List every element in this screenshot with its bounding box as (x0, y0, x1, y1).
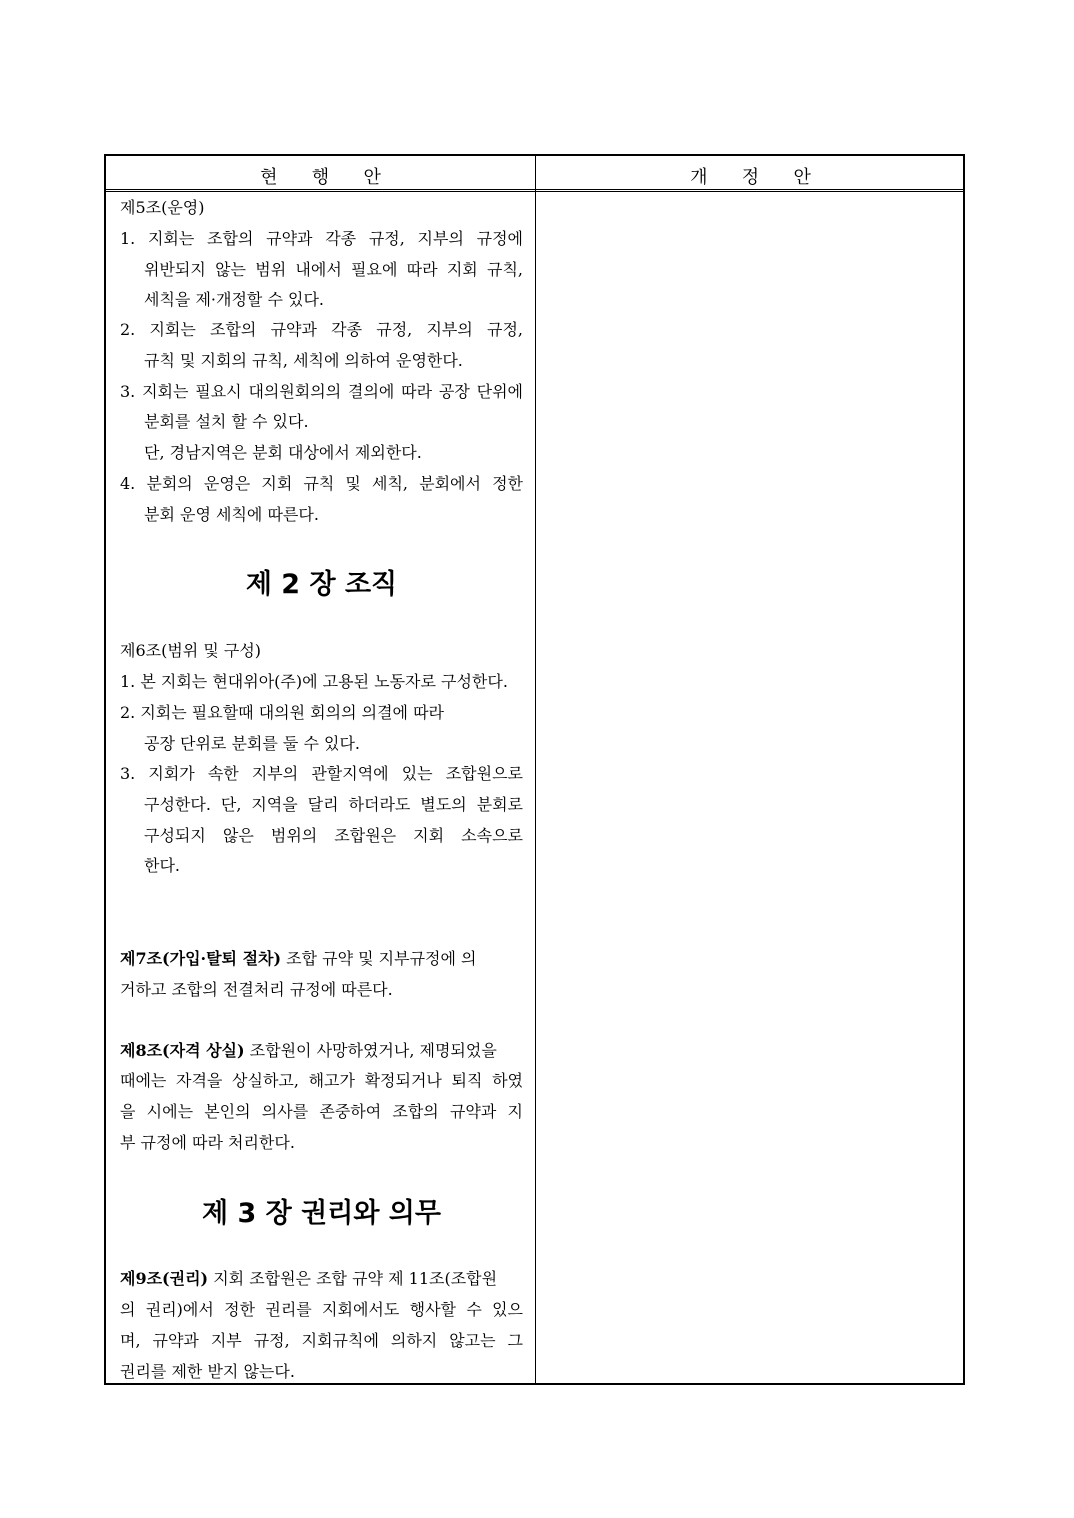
art9-line: 며, 규약과 지부 규정, 지회규칙에 의하지 않고는 그 (120, 1331, 523, 1350)
art6-line: 한다. (144, 856, 180, 875)
art6-title: 제6조(범위 및 구성) (120, 641, 262, 660)
comparison-table (104, 154, 965, 1385)
art9-line: 의 권리)에서 정한 권리를 지회에서도 행사할 수 있으 (120, 1300, 523, 1319)
art7-title: 제7조(가입·탈퇴 절차) (120, 949, 282, 968)
art9-title: 제9조(권리) (120, 1269, 209, 1288)
art5-line: 단, 경남지역은 분회 대상에서 제외한다. (144, 443, 422, 462)
art7-text: 조합 규약 및 지부규정에 의 (281, 949, 477, 968)
art5-line: 1. 지회는 조합의 규약과 각종 규정, 지부의 규정에 (120, 229, 523, 248)
art6-line: 3. 지회가 속한 지부의 관할지역에 있는 조합원으로 (120, 764, 523, 783)
art5-line: 위반되지 않는 범위 내에서 필요에 따라 지회 규칙, (144, 260, 523, 279)
art9-paragraph (120, 1269, 497, 1289)
art5-line: 2. 지회는 조합의 규약과 각종 규정, 지부의 규정, (120, 320, 523, 339)
art8-title: 제8조(자격 상실) (120, 1041, 245, 1060)
art6-line: 구성되지 않은 범위의 조합원은 지회 소속으로 (144, 826, 523, 845)
art5-title: 제5조(운영) (120, 198, 205, 217)
art6-line: 2. 지회는 필요할때 대의원 회의의 의결에 따라 (120, 703, 444, 722)
art8-text: 조합원이 사망하였거나, 제명되었을 (244, 1041, 497, 1060)
art5-line: 분회 운영 세칙에 따른다. (144, 505, 319, 524)
art6-line: 공장 단위로 분회를 둘 수 있다. (144, 734, 360, 753)
art8-line: 때에는 자격을 상실하고, 해고가 확정되거나 퇴직 하였 (120, 1071, 523, 1090)
chapter-heading: 제 2 장 조직 (245, 569, 398, 600)
art5-line: 규칙 및 지회의 규칙, 세칙에 의하여 운영한다. (144, 351, 463, 370)
art7-paragraph (120, 949, 477, 969)
art5-line: 세칙을 제·개정할 수 있다. (144, 290, 324, 309)
art8-paragraph (120, 1041, 497, 1061)
art9-text: 지회 조합원은 조합 규약 제 11조(조합원 (208, 1269, 498, 1288)
chapter-heading: 제 3 장 권리와 의무 (202, 1198, 441, 1229)
art5-line: 4. 분회의 운영은 지회 규칙 및 세칙, 분회에서 정한 (120, 474, 523, 493)
art7-line: 거하고 조합의 전결처리 규정에 따른다. (120, 980, 393, 999)
revised-text-column (536, 192, 965, 1383)
art5-line: 3. 지회는 필요시 대의원회의의 결의에 따라 공장 단위에 (120, 382, 523, 401)
header-current-label: 현 행 안 (260, 167, 381, 188)
art8-line: 을 시에는 본인의 의사를 존중하여 조합의 규약과 지 (120, 1102, 523, 1121)
header-revised-label: 개 정 안 (690, 167, 811, 188)
art8-line: 부 규정에 따라 처리한다. (120, 1133, 295, 1152)
header-current (106, 163, 535, 189)
header-revised (536, 163, 965, 189)
art5-line: 분회를 설치 할 수 있다. (144, 412, 309, 431)
art6-line: 1. 본 지회는 현대위아(주)에 고용된 노동자로 구성한다. (120, 672, 508, 691)
art6-line: 구성한다. 단, 지역을 달리 하더라도 별도의 분회로 (144, 795, 523, 814)
art9-line: 권리를 제한 받지 않는다. (120, 1362, 295, 1381)
